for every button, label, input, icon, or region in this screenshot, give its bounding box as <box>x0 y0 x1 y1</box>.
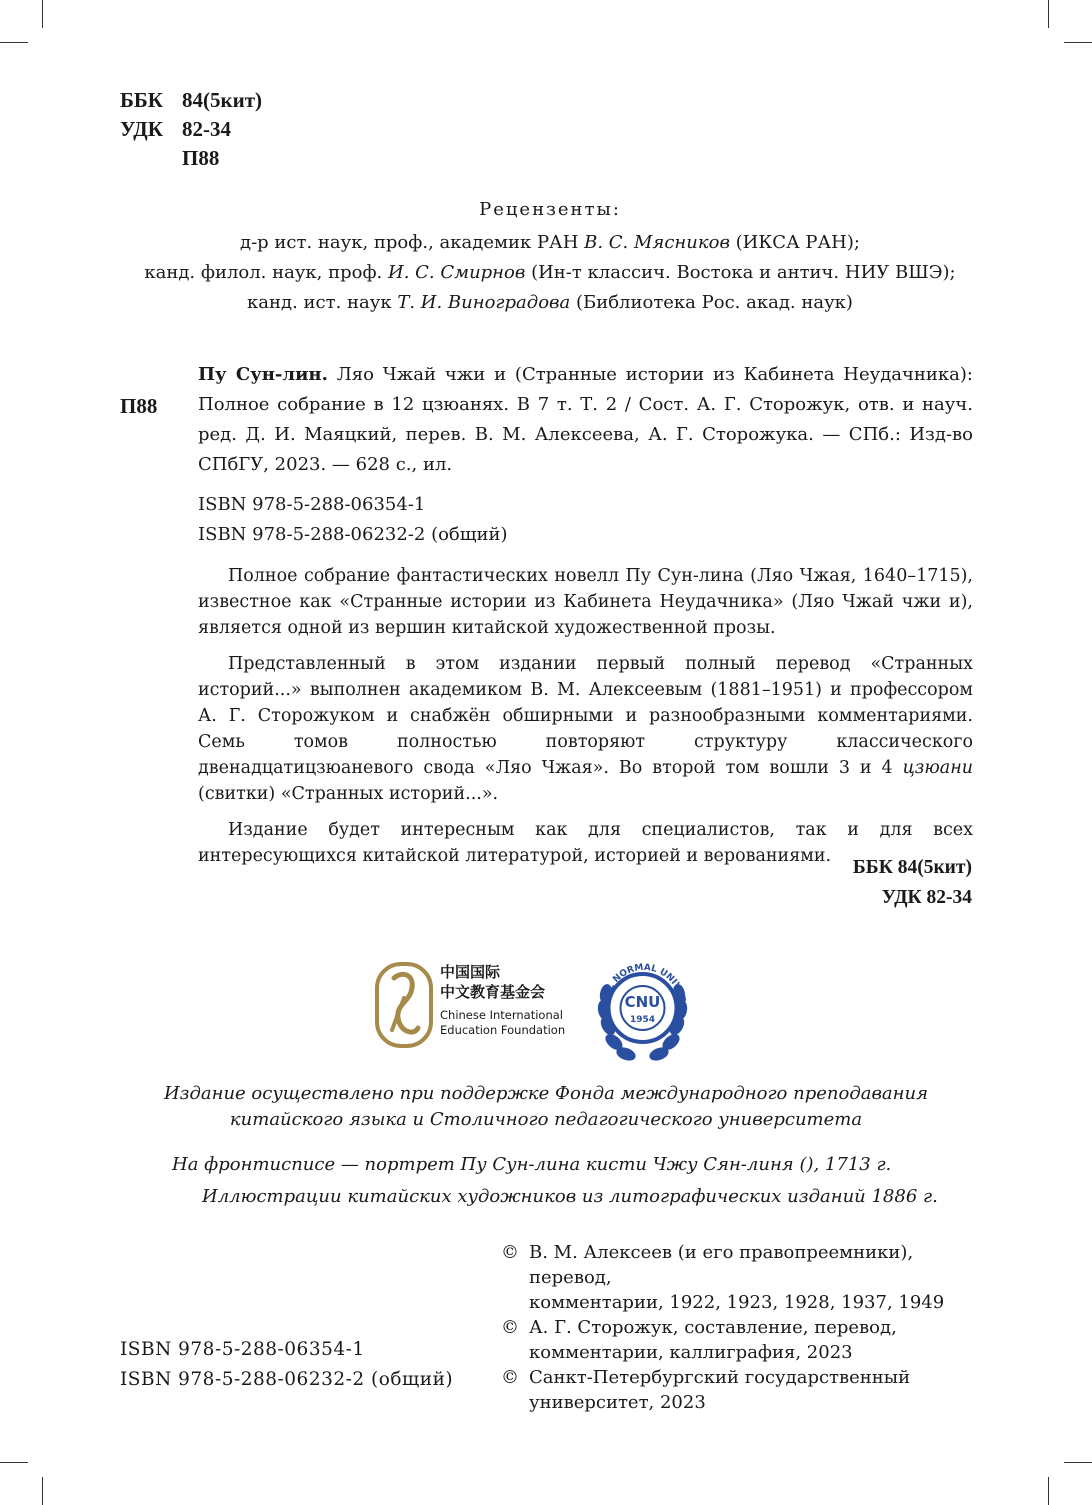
support-note <box>100 1081 992 1133</box>
bbk-bottom: ББК 84(5кит) <box>852 857 972 878</box>
reviewer-name: И. С. Смирнов <box>388 262 526 283</box>
annotation <box>198 563 973 879</box>
copyright-item: © В. М. Алексеев (и его правопреемники), перевод, комментарии, 1922, 1923, 1928, 1937, 1949 <box>501 1242 945 1313</box>
description-text: Ляо Чжай чжи и (Странные истории из Кабинета Неудачника): Полное собрание в 12 цзюанях. В 7 т. Т. 2 / Сост. А. Г. Сторожук, отв. и науч. ред. Д. И. Маяцкий, перев. В. М. Алексеева, А. Г. Сторожука. — СПб.: Изд-во СПбГУ, 2023. — 628 с., ил. <box>198 364 973 475</box>
udk-row <box>120 115 262 144</box>
reviewer-name: Т. И. Виноградова <box>397 292 571 313</box>
cief-cn-line2: 中文教育基金会 <box>440 983 546 1001</box>
cnu-seal-icon <box>590 940 695 1068</box>
bibliographic-description <box>198 360 973 480</box>
frontispiece-line-1: На фронтисписе — портрет Пу Сун-лина кисти Чжу Сян-линя (), 1713 г. <box>172 1154 892 1175</box>
cief-en-line1: Chinese International <box>440 1008 563 1022</box>
bbk-value: 84(5кит) <box>182 88 263 112</box>
isbn-bottom <box>120 1335 453 1395</box>
isbn-block <box>198 490 508 550</box>
annotation-paragraph: Представленный в этом издании первый полный перевод «Странных историй...» выполнен академиком В. М. Алексеевым (1881–1951) и профессором А. Г. Сторожуком и снабжён обширными и разнообразными комментариями. Семь томов полностью повторяют структуру классического двенадцатицзюаневого свода «Ляо Чжая». Во второй том вошли 3 и 4 цзюани (свитки) «Странных историй...». <box>198 654 973 804</box>
cnu-year: 1954 <box>629 1015 656 1025</box>
cief-logo <box>374 958 574 1053</box>
udk-value: 82-34 <box>182 117 231 141</box>
isbn-volume: ISBN 978-5-288-06354-1 <box>198 494 426 515</box>
cnu-arc-text: ITAL NORMAL UNIVER <box>600 962 687 1006</box>
cief-cn-line1: 中国国际 <box>440 963 501 981</box>
copyright-block <box>501 1240 991 1415</box>
copyright-item: © А. Г. Сторожук, составление, перевод, комментарии, каллиграфия, 2023 <box>501 1317 897 1363</box>
crop-mark-bottom-left-vertical <box>42 1477 43 1505</box>
cief-text <box>440 962 565 1038</box>
support-line-2: китайского языка и Столичного педагогического университета <box>229 1109 863 1130</box>
copyright-icon: © <box>501 1317 519 1338</box>
frontispiece-line-2: Иллюстрации китайских художников из литографических изданий 1886 г. <box>202 1186 938 1207</box>
reviewer-line: канд. ист. наук Т. И. Виноградова (Библиотека Рос. акад. наук) <box>247 292 853 313</box>
bbk-row <box>120 86 262 115</box>
classification-bottom <box>853 853 972 913</box>
bbk-label: ББК <box>120 88 163 112</box>
term-tszyuani: цзюани <box>902 758 973 778</box>
isbn-bottom-set: ISBN 978-5-288-06232-2 (общий) <box>120 1369 454 1390</box>
reviewer-line: канд. филол. наук, проф. И. С. Смирнов (Ин-т классич. Востока и антич. НИУ ВШЭ); <box>144 262 956 283</box>
annotation-paragraph: Издание будет интересным как для специалистов, так и для всех интересующихся китайской литературой, историей и верованиями. <box>198 820 973 866</box>
isbn-set: ISBN 978-5-288-06232-2 (общий) <box>198 524 508 545</box>
cief-en-line2: Education Foundation <box>440 1023 566 1037</box>
reviewers-heading-text: Рецензенты: <box>479 199 621 220</box>
reviewer-name: В. С. Мясников <box>584 232 730 253</box>
author-name: Пу Сун-лин. <box>198 364 328 385</box>
author-mark-row <box>120 144 262 173</box>
crop-mark-bottom-left-horizontal <box>0 1462 28 1463</box>
annotation-paragraph: Полное собрание фантастических новелл Пу Сун-лина (Ляо Чжая, 1640–1715), известное как «Странные истории из Кабинета Неудачника» (Ляо Чжай чжи и), является одной из вершин китайской художественной прозы. <box>198 566 973 638</box>
crop-mark-top-left-vertical <box>42 0 43 28</box>
crop-mark-bottom-right-vertical <box>1048 1477 1049 1505</box>
isbn-bottom-volume: ISBN 978-5-288-06354-1 <box>120 1339 365 1360</box>
cnu-logo <box>590 940 695 1068</box>
copyright-icon: © <box>501 1242 519 1263</box>
reviewers-heading <box>100 195 1000 225</box>
cnu-abbr: CNU <box>624 993 661 1011</box>
reviewer-line: д-р ист. наук, проф., академик РАН В. С. Мясников (ИКСА РАН); <box>240 232 860 253</box>
classification-block <box>120 86 262 173</box>
copyright-icon: © <box>501 1367 519 1388</box>
cief-emblem-icon <box>374 958 434 1053</box>
crop-mark-top-right-vertical <box>1048 0 1049 28</box>
crop-mark-top-right-horizontal <box>1064 42 1092 43</box>
copyright-item: © Санкт-Петербургский государственный университет, 2023 <box>501 1367 911 1413</box>
udk-label: УДК <box>120 117 163 141</box>
crop-mark-top-left-horizontal <box>0 42 28 43</box>
udk-bottom: УДК 82-34 <box>881 887 972 908</box>
support-line-1: Издание осуществлено при поддержке Фонда международного преподавания <box>163 1083 929 1104</box>
reviewers-list <box>100 228 1000 318</box>
crop-mark-bottom-right-horizontal <box>1064 1462 1092 1463</box>
author-mark: П88 <box>182 146 220 170</box>
bibliographic-code: П88 <box>120 394 158 418</box>
